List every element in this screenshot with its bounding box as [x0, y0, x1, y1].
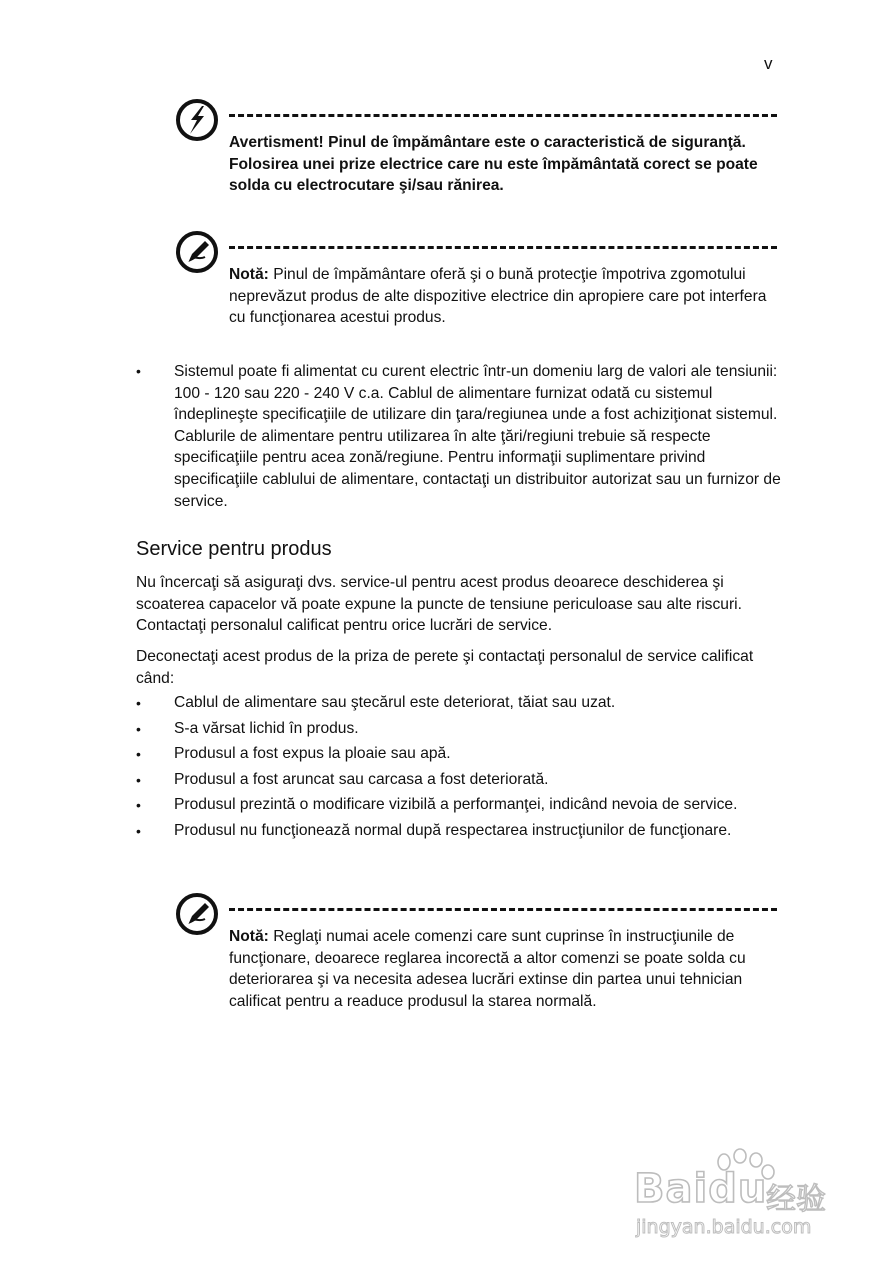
note-divider	[229, 246, 777, 249]
note-label: Notă:	[229, 928, 269, 945]
list-item	[136, 769, 786, 791]
note-body: Pinul de împământare oferă şi o bună protecţie împotriva zgomotului neprevăzut produs de alte dispozitive electrice din apropiere care pot interfera cu funcţionarea acestui produs.	[229, 266, 767, 327]
service-conditions-list	[136, 692, 786, 846]
bullet-dot: •	[136, 797, 141, 814]
bullet-dot: •	[136, 746, 141, 763]
watermark-cn: 经验	[766, 1182, 826, 1217]
bullet-dot: •	[136, 695, 141, 711]
list-item-text: S-a vărsat lichid în produs.	[174, 719, 359, 737]
bullet-dot: •	[136, 363, 141, 379]
bullet-dot: •	[136, 771, 141, 788]
note-body: Reglaţi numai acele comenzi care sunt cuprinse în instrucţiunile de funcţionare, deoarece reglarea incorectă a altor comenzi se poate solda cu deteriorarea şi va necesita adesea lucrări extinse din partea unui tehnician calificat pentru a readuce produsul la starea normală.	[229, 928, 746, 1010]
list-item	[136, 692, 786, 714]
list-item-text: Cablul de alimentare sau ştecărul este deteriorat, tăiat sau uzat.	[174, 694, 616, 711]
warning-bolt-icon	[175, 98, 219, 142]
list-item	[136, 743, 786, 765]
note-text	[229, 264, 769, 329]
warning-callout	[175, 98, 777, 220]
note-text	[229, 926, 769, 1012]
watermark-brand: Baidu	[634, 1166, 768, 1212]
list-item-text: Produsul nu funcţionează normal după respectarea instrucţiunilor de funcţionare.	[174, 821, 732, 839]
bullet-dot: •	[136, 822, 141, 839]
list-item	[136, 820, 786, 842]
power-bullet-text: Sistemul poate fi alimentat cu curent electric într-un domeniu larg de valori ale tensiunii: 100 - 120 sau 220 - 240 V c.a. Cablul de alimentare furnizat odată cu sistemul îndeplineşte specificaţiile de utilizare din ţara/regiunea unde a fost achiziţionat sistemul. Cablurile de alimentare pentru utilizarea în alte ţări/regiuni trebuie să respecte specificaţiile pentru acea zonă/regiune. Pentru informaţii suplimentare privind specificaţiile cablului de alimentare, contactaţi un distribuitor autorizat sau un furnizor de service.	[174, 363, 781, 510]
note-callout	[175, 892, 777, 1022]
bullet-dot: •	[136, 720, 141, 737]
page-number: v	[764, 54, 773, 73]
note-pen-icon	[175, 230, 219, 274]
list-item-text: Produsul a fost aruncat sau carcasa a fost deteriorată.	[174, 770, 549, 788]
baidu-watermark	[630, 1148, 860, 1248]
warning-text: Avertisment! Pinul de împământare este o caracteristică de siguranţă. Folosirea unei prize electrice care nu este împământată corect se poate solda cu electrocutare şi/sau rănirea.	[229, 134, 758, 195]
list-item-text: Produsul prezintă o modificare vizibilă a performanţei, indicând nevoia de service.	[174, 796, 738, 814]
power-bullet	[136, 361, 786, 512]
list-item	[136, 794, 786, 816]
note-callout	[175, 230, 777, 340]
section-title: Service pentru produs	[136, 538, 332, 560]
service-paragraph-2: Deconectaţi acest produs de la priza de perete şi contactaţi personalul de service calificat când:	[136, 648, 754, 687]
list-item	[136, 718, 786, 740]
watermark-url: jingyan.baidu.com	[636, 1216, 812, 1238]
note-divider	[229, 908, 777, 911]
note-label: Notă:	[229, 266, 269, 283]
note-pen-icon	[175, 892, 219, 936]
warning-divider	[229, 114, 777, 117]
list-item-text: Produsul a fost expus la ploaie sau apă.	[174, 745, 451, 763]
service-paragraph-1: Nu încercaţi să asiguraţi dvs. service-ul pentru acest produs deoarece deschiderea şi scoaterea capacelor vă poate expune la puncte de tensiune periculoase sau alte riscuri. Contactaţi personalul calificat pentru orice lucrări de service.	[136, 574, 742, 635]
